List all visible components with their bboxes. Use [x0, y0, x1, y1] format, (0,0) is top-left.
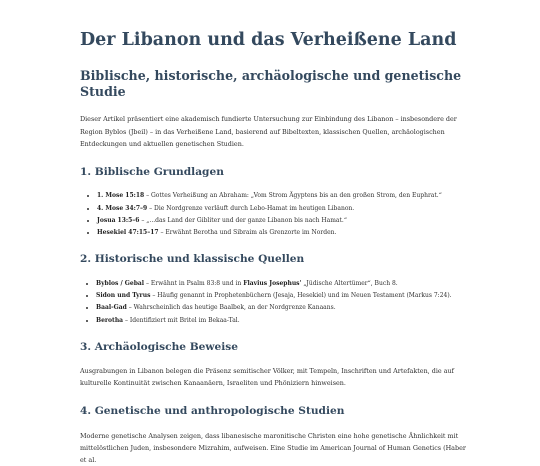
list-item — [96, 278, 472, 290]
section-genetics — [80, 405, 472, 466]
section-historical — [80, 253, 472, 326]
list-item — [97, 190, 472, 202]
list-item — [96, 290, 472, 302]
source-label: Baal-Gad — [96, 304, 127, 312]
list-item — [97, 227, 472, 239]
reference-text: – Gottes Verheißung an Abraham: „Vom Strom Ägyptens bis an den großen Strom, den Euphrat.“ — [144, 192, 442, 200]
biblical-references-list — [80, 190, 472, 239]
reference-label: 4. Mose 34:7–9 — [97, 204, 148, 212]
source-text-continued: „Jüdische Altertümer“, Buch 8. — [301, 279, 398, 287]
section-heading-archaeology: 3. Archäologische Beweise — [80, 340, 238, 353]
page-title: Der Libanon und das Verheißene Land — [80, 30, 457, 50]
source-text: – Häufig genannt in Prophetenbüchern (Jesaja, Hesekiel) und im Neuen Testament (Markus 7:24). — [150, 291, 452, 299]
section-archaeology — [80, 341, 472, 390]
reference-text: – „...das Land der Gibliter und der ganze Libanon bis nach Hamat.“ — [139, 216, 347, 224]
intro-paragraph: Dieser Artikel präsentiert eine akademisch fundierte Untersuchung zur Einbindung des Libanon – insbesondere der Region Byblos (Jbeil) – in das Verheißene Land, basierend auf Bibeltexten, klassischen Quellen, archäologischen Entdeckungen und aktuellen genetischen Studien. — [80, 115, 457, 148]
section-heading-biblical: 1. Biblische Grundlagen — [80, 165, 224, 178]
reference-text: – Erwähnt Berotha und Sibraim als Grenzorte im Norden. — [158, 229, 337, 237]
reference-label: Hesekiel 47:15–17 — [97, 229, 159, 237]
genetics-paragraph: Moderne genetische Analysen zeigen, dass libanesische maronitische Christen eine hohe genetische Ähnlichkeit mit mittelöstlichen Juden, insbesondere Mizrahim, aufweisen. Eine Studie im American Journal of Human Genetics (Haber et al. — [80, 431, 466, 464]
source-label: Sidon und Tyrus — [96, 291, 151, 299]
source-label: Berotha — [96, 316, 124, 324]
reference-label: Josua 13:5–6 — [97, 216, 140, 224]
archaeology-paragraph: Ausgrabungen in Libanon belegen die Präsenz semitischer Völker, mit Tempeln, Inschriften und Artefakten, die auf kulturelle Kontinuität zwischen Kanaanäern, Israeliten und Phöniziern hinweisen. — [80, 367, 454, 388]
source-text: – Identifiziert mit Britel im Bekaa-Tal. — [123, 316, 240, 324]
list-item — [97, 215, 472, 227]
source-label: Byblos / Gebal — [96, 279, 145, 287]
historical-sources-list — [80, 278, 472, 327]
section-heading-genetics: 4. Genetische und anthropologische Studien — [80, 405, 345, 418]
source-text: – Erwähnt in Psalm 83:8 und in — [144, 279, 244, 287]
list-item — [96, 302, 472, 314]
source-text: – Wahrscheinlich das heutige Baalbek, an der Nordgrenze Kanaans. — [126, 304, 336, 312]
section-biblical — [80, 166, 472, 239]
reference-text: – Die Nordgrenze verläuft durch Lebo-Hamat im heutigen Libanon. — [147, 204, 355, 212]
source-author: Flavius Josephus' — [243, 279, 302, 287]
section-heading-historical: 2. Historische und klassische Quellen — [80, 253, 305, 266]
list-item — [97, 203, 472, 215]
reference-label: 1. Mose 15:18 — [97, 192, 145, 200]
list-item — [96, 315, 472, 327]
page-subtitle: Biblische, historische, archäologische und genetische Studie — [80, 68, 462, 99]
